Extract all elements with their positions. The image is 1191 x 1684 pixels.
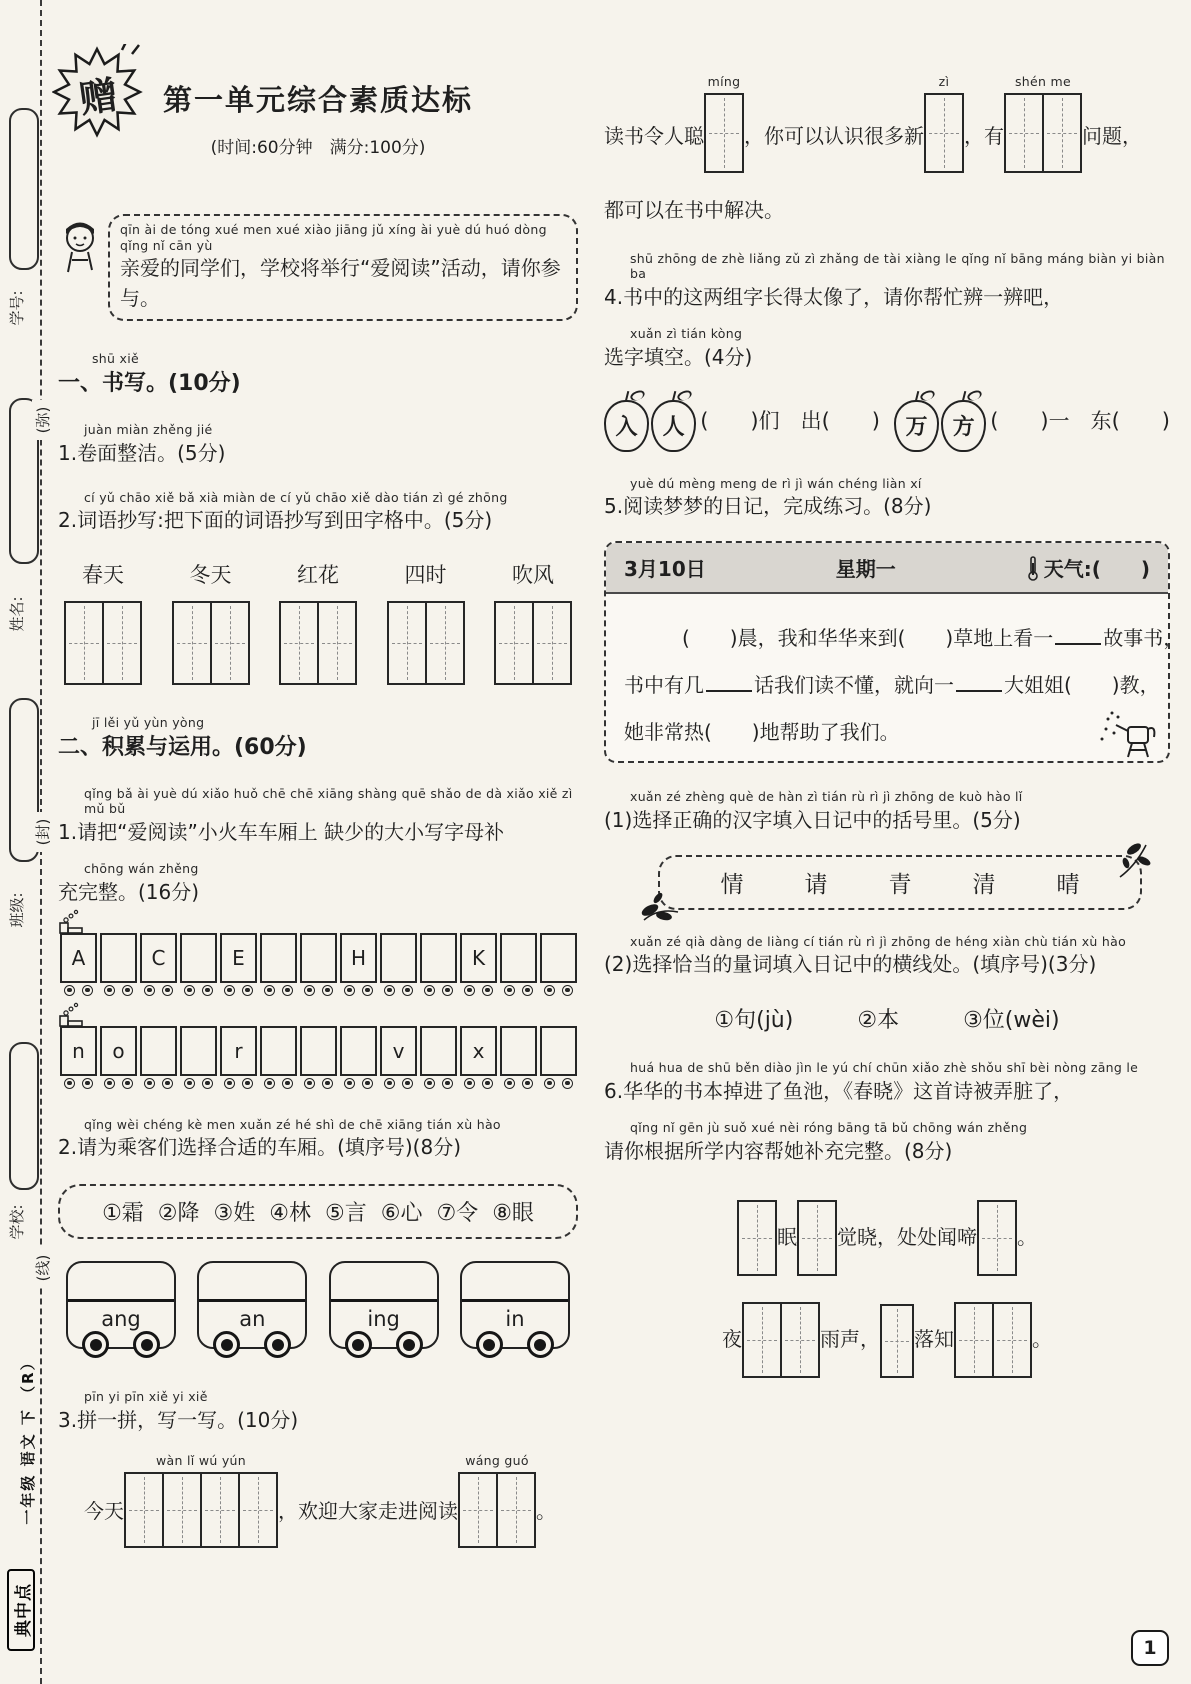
question-2-4: shū zhōng de zhè liǎng zǔ zì zhǎng de tài xiàng le qǐng nǐ bāng máng biàn yi biàn ba 4.书中的这两组字长得太像了，请你帮忙辨一辨吧，	[604, 250, 1165, 309]
leaf-decoration-icon	[638, 882, 684, 922]
diary-header	[606, 543, 1168, 594]
sub-question-1: xuǎn zé zhèng què de hàn zì tián rù rì jì zhōng de kuò hào lǐ (1)选择正确的汉字填入日记中的括号里。(5分)	[604, 789, 1023, 832]
choose-character-line	[604, 392, 1170, 452]
school-label: 学校:	[8, 1204, 26, 1240]
passenger-char: ②降	[157, 1201, 200, 1227]
word-unit: 春天	[64, 559, 142, 685]
tianzige-box[interactable]	[387, 601, 465, 685]
train-letter-cell[interactable]: r	[220, 1026, 257, 1089]
word-unit: 冬天	[172, 559, 250, 685]
answer-box[interactable]	[880, 1304, 914, 1378]
diary-weather[interactable]: 天气:( )	[1026, 553, 1150, 582]
question-2-5: yuè dú mèng meng de rì jì wán chéng liàn xí 5.阅读梦梦的日记，完成练习。(8分)	[604, 475, 932, 519]
question-2-6: huá hua de shū běn diào jìn le yú chí chūn xiǎo zhè shǒu shī bèi nòng zāng le 6.华华的书本掉进了鱼池，《春晓》这首诗被弄脏了，	[604, 1060, 1139, 1103]
student-name-label: 姓名:	[8, 596, 26, 632]
diary-box	[604, 541, 1184, 763]
train-letter-cell[interactable]: K	[460, 933, 497, 996]
train-letter-cell[interactable]	[180, 933, 217, 996]
train-letter-cell[interactable]: A	[60, 933, 97, 996]
option-char[interactable]: 情	[720, 871, 744, 898]
intro-banner	[58, 214, 578, 321]
answer-grid-2[interactable]: wáng guó	[458, 1453, 536, 1548]
train-letter-cell[interactable]: C	[140, 933, 177, 996]
apple-icon: 人	[651, 400, 696, 452]
train-car-in[interactable]: in	[460, 1261, 570, 1349]
seal-char-1: (弥)	[32, 400, 52, 440]
book-edition-label: 一年级 语文 下 （R）	[19, 1353, 37, 1525]
passenger-characters-strip	[58, 1184, 578, 1239]
blank-line[interactable]	[1055, 639, 1101, 645]
train-letter-cell[interactable]	[260, 1026, 297, 1089]
train-engine-icon	[56, 909, 86, 935]
watering-can-icon	[1098, 705, 1162, 759]
measure-option[interactable]: ①句(jù)	[714, 1008, 794, 1034]
train-letter-cell[interactable]	[540, 933, 577, 996]
answer-box-shenme[interactable]: shén me	[1004, 74, 1082, 173]
train-letter-cell[interactable]	[300, 933, 337, 996]
passenger-char: ③姓	[213, 1201, 256, 1227]
answer-box-ming[interactable]: míng	[704, 74, 744, 173]
question-2-2: qǐng wèi chéng kè men xuǎn zé hé shì de chē xiāng tián xù hào 2.请为乘客们选择合适的车厢。(填序号)(8分)	[58, 1116, 501, 1160]
train-letter-cell[interactable]	[420, 933, 457, 996]
train-letter-cell[interactable]: x	[460, 1026, 497, 1089]
answer-box-zi[interactable]: zì	[924, 74, 964, 173]
badge-text: 赠	[76, 72, 121, 121]
answer-box[interactable]	[742, 1302, 820, 1378]
brand-logo: 典中点	[7, 1569, 35, 1651]
poem-line-1: 眠 觉晓，处处闻啼 。	[604, 1200, 1170, 1276]
answer-box[interactable]	[977, 1200, 1017, 1276]
option-char[interactable]: 清	[972, 871, 996, 898]
word-unit: 红花	[279, 559, 357, 685]
intro-text: 亲爱的同学们，学校将举行“爱阅读”活动，请你参与。	[120, 256, 561, 311]
question-2-1: qǐng bǎ ài yuè dú xiǎo huǒ chē chē xiāng shàng quē shǎo de dà xiǎo xiě zì mǔ bǔ 1.请把“爱阅读”小火车车厢上 缺少的大小写字母补	[58, 785, 573, 844]
gift-badge	[52, 44, 144, 142]
question-2-3: pīn yi pīn xiě yi xiě 3.拼一拼，写一写。(10分)	[58, 1389, 299, 1432]
section2-header: jī lěi yǔ yùn yòng 二、积累与运用。(60分)	[58, 715, 307, 760]
tianzige-box[interactable]	[279, 601, 357, 685]
train-letter-cell[interactable]	[380, 933, 417, 996]
train-letter-cell[interactable]	[180, 1026, 217, 1089]
question-1-2: cí yǔ chāo xiě bǎ xià miàn de cí yǔ chāo xiě dào tián zì gé zhōng 2.词语抄写:把下面的词语抄写到田字格中。(5分)	[58, 489, 508, 533]
train-letter-cell[interactable]: H	[340, 933, 377, 996]
diary-line-1[interactable]: ( )晨，我和华华来到( )草地上看一 故事书，	[682, 626, 1184, 651]
student-icon	[58, 214, 102, 278]
letter-train-lower	[58, 1026, 578, 1089]
train-letter-cell[interactable]	[140, 1026, 177, 1089]
sentence-continued: 都可以在书中解决。	[604, 197, 784, 222]
train-letter-cell[interactable]	[300, 1026, 337, 1089]
apple-icon: 方	[941, 400, 986, 452]
section1-header: shū xiě 一、书写。(10分)	[58, 351, 241, 396]
train-letter-cell[interactable]	[540, 1026, 577, 1089]
measure-option[interactable]: ②本	[857, 1008, 900, 1034]
fill-blank-sentence: 读书令人聪 míng ，你可以认识很多新 zì ，有 shén me 问题，	[604, 74, 1170, 173]
passenger-char: ⑤言	[325, 1201, 367, 1227]
train-letter-cell[interactable]	[260, 933, 297, 996]
measure-word-options	[604, 1003, 1170, 1034]
exam-time-score: (时间:60分钟 满分:100分)	[210, 138, 426, 158]
seal-char-3: (线)	[32, 1248, 52, 1288]
train-letter-cell[interactable]	[100, 933, 137, 996]
class-label: 班级:	[8, 892, 26, 928]
option-char[interactable]: 请	[804, 871, 828, 898]
passenger-char: ⑥心	[380, 1201, 423, 1227]
train-letter-cell[interactable]	[500, 933, 537, 996]
question-2-1b: chōng wán zhěng 充完整。(16分)	[58, 861, 200, 904]
word-unit: 吹风	[494, 559, 572, 685]
passenger-char: ⑦令	[436, 1201, 479, 1227]
intro-pinyin: qīn ài de tóng xué men xué xiào jiāng jǔ xíng ài yuè dú huó dòng qǐng nǐ cān yù	[120, 222, 547, 253]
letter-train-upper	[58, 933, 578, 996]
passenger-char: ①霜	[102, 1201, 144, 1227]
copy-words-row	[58, 559, 578, 685]
diary-weekday: 星期一	[835, 557, 896, 582]
title-block	[58, 48, 578, 198]
school-field[interactable]	[9, 1042, 39, 1190]
word-unit: 四时	[387, 559, 465, 685]
apple-icon: 万	[894, 400, 939, 452]
intro-box	[108, 214, 578, 321]
leaf-decoration-icon	[1110, 839, 1154, 881]
train-letter-cell[interactable]	[340, 1026, 377, 1089]
page-title: 第一单元综合素质达标	[162, 83, 473, 117]
train-car-an[interactable]: an	[197, 1261, 307, 1349]
answer-box[interactable]	[737, 1200, 777, 1276]
blank-line[interactable]	[956, 686, 1002, 692]
train-engine-icon	[56, 1002, 86, 1028]
tianzige-box[interactable]	[494, 601, 572, 685]
train-letter-cell[interactable]: o	[100, 1026, 137, 1089]
pinyin-writing-line: 今天 wàn lǐ wú yún ，欢迎大家走进阅读 wáng guó 。	[58, 1453, 578, 1548]
passenger-char: ④林	[269, 1201, 311, 1227]
option-char[interactable]: 青	[888, 871, 912, 898]
train-car-ang[interactable]: ang	[66, 1261, 176, 1349]
answer-box[interactable]	[954, 1302, 1032, 1378]
question-2-6b: qǐng nǐ gēn jù suǒ xué nèi róng bāng tā bǔ chōng wán zhěng 请你根据所学内容帮她补充完整。(8分)	[604, 1120, 1028, 1163]
question-1-1: juàn miàn zhěng jié 1.卷面整洁。(5分)	[58, 421, 226, 465]
answer-grid-4[interactable]: wàn lǐ wú yún	[124, 1453, 278, 1548]
tianzige-box[interactable]	[64, 601, 142, 685]
diary-date: 3月10日	[624, 557, 706, 582]
student-id-label: 学号:	[8, 290, 26, 326]
train-car-ing[interactable]: ing	[329, 1261, 439, 1349]
poem-line-2: 夜 雨声， 落知 。	[604, 1302, 1170, 1378]
fill-text[interactable]: ( )们 出( )	[700, 408, 880, 433]
train-letter-cell[interactable]	[420, 1026, 457, 1089]
train-cars-row	[58, 1261, 578, 1363]
apple-icon: 入	[604, 400, 649, 452]
train-letter-cell[interactable]: n	[60, 1026, 97, 1089]
question-2-4b: xuǎn zì tián kòng 选字填空。(4分)	[604, 325, 753, 369]
page-number: 1	[1131, 1630, 1169, 1666]
train-letter-cell[interactable]: v	[380, 1026, 417, 1089]
fill-text[interactable]: ( )一 东( )	[990, 408, 1170, 433]
passenger-char: ⑧眼	[492, 1201, 534, 1227]
blank-line[interactable]	[706, 686, 752, 692]
train-letter-cell[interactable]: E	[220, 933, 257, 996]
diary-line-3[interactable]: 她非常热( )地帮助了我们。	[624, 720, 900, 745]
train-letter-cell[interactable]	[500, 1026, 537, 1089]
measure-option[interactable]: ③位(wèi)	[963, 1008, 1060, 1034]
student-id-field[interactable]	[9, 108, 39, 270]
diary-line-2[interactable]: 书中有几 话我们读不懂，就向一 大姐姐( )教，	[624, 673, 1160, 698]
option-char[interactable]: 晴	[1056, 871, 1080, 898]
answer-box[interactable]	[797, 1200, 837, 1276]
thermometer-icon	[1026, 555, 1040, 581]
sub-question-2: xuǎn zé qià dàng de liàng cí tián rù rì jì zhōng de héng xiàn chù tián xù hào (2)选择恰当的量词填入日记中的横线处。(填序号)(3分)	[604, 933, 1127, 977]
tianzige-box[interactable]	[172, 601, 250, 685]
seal-char-2: (封)	[32, 812, 52, 852]
character-options-strip	[658, 855, 1142, 910]
diary-body	[606, 594, 1184, 761]
